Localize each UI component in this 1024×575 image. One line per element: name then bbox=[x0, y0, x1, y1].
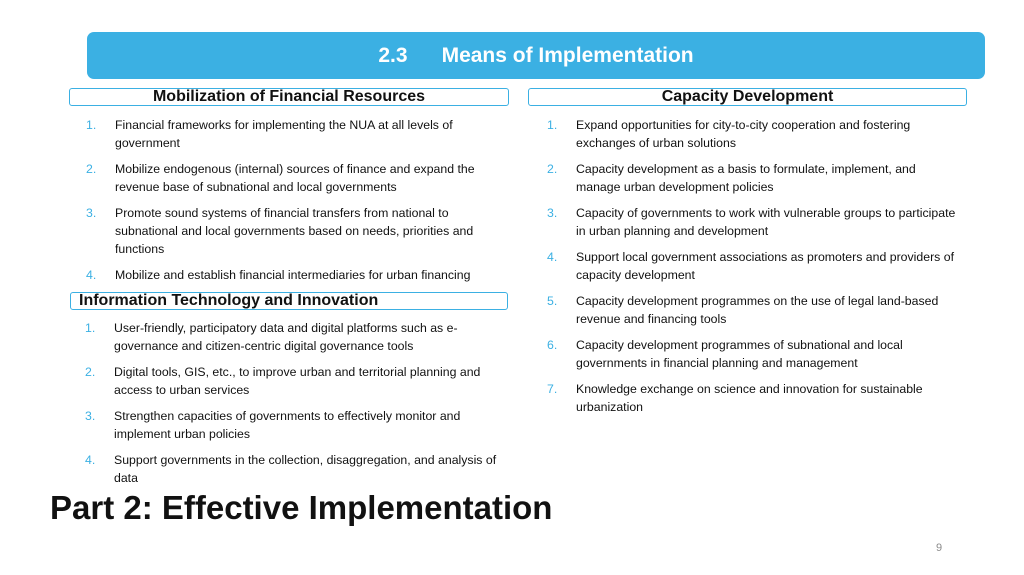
list-item-number: 7. bbox=[547, 382, 558, 396]
list-item-text: Expand opportunities for city-to-city cooperation and fostering exchanges of urban solutions bbox=[576, 118, 911, 150]
list-item bbox=[86, 266, 506, 284]
list-item-text: Support local government associations as promoters and providers of capacity development bbox=[576, 250, 954, 282]
list-item-number: 4. bbox=[85, 453, 96, 467]
list-item bbox=[85, 451, 510, 487]
list-item-text: Digital tools, GIS, etc., to improve urban and territorial planning and access to urban services bbox=[114, 365, 481, 397]
list-item-text: Capacity of governments to work with vulnerable groups to participate in urban planning and development bbox=[576, 206, 956, 238]
section-banner bbox=[87, 32, 985, 79]
list-item bbox=[547, 160, 957, 196]
list-item-text: Capacity development as a basis to formulate, implement, and manage urban development policies bbox=[576, 162, 916, 194]
list-item-number: 3. bbox=[547, 206, 558, 220]
list-item bbox=[86, 160, 506, 196]
financial-list bbox=[86, 116, 506, 292]
list-item bbox=[85, 407, 510, 443]
list-item bbox=[547, 336, 957, 372]
list-item-number: 6. bbox=[547, 338, 558, 352]
list-item-text: Support governments in the collection, disaggregation, and analysis of data bbox=[114, 453, 497, 485]
list-item bbox=[85, 363, 510, 399]
list-item-text: Mobilize endogenous (internal) sources of finance and expand the revenue base of subnational and local governments bbox=[115, 162, 475, 194]
list-item-number: 3. bbox=[85, 409, 96, 423]
section-title: Means of Implementation bbox=[441, 43, 694, 67]
list-item bbox=[547, 292, 957, 328]
list-item bbox=[85, 319, 510, 355]
list-item-text: Capacity development programmes of subnational and local governments in financial planning and management bbox=[576, 338, 903, 370]
list-item-number: 1. bbox=[547, 118, 558, 132]
list-item bbox=[547, 204, 957, 240]
list-item-number: 4. bbox=[86, 268, 97, 282]
list-item bbox=[547, 380, 957, 416]
list-item-text: Capacity development programmes on the use of legal land-based revenue and financing tools bbox=[576, 294, 939, 326]
list-item-text: User-friendly, participatory data and digital platforms such as e-governance and citizen-centric digital governance tools bbox=[114, 321, 458, 353]
list-item bbox=[86, 204, 506, 258]
list-item bbox=[547, 248, 957, 284]
capacity-heading: Capacity Development bbox=[528, 88, 967, 106]
list-item-number: 4. bbox=[547, 250, 558, 264]
it-heading: Information Technology and Innovation bbox=[70, 292, 508, 310]
list-item-text: Knowledge exchange on science and innovation for sustainable urbanization bbox=[576, 382, 923, 414]
list-item-text: Financial frameworks for implementing the NUA at all levels of government bbox=[115, 118, 453, 150]
list-item-number: 1. bbox=[86, 118, 97, 132]
list-item-text: Strengthen capacities of governments to effectively monitor and implement urban policies bbox=[114, 409, 461, 441]
list-item-text: Promote sound systems of financial transfers from national to subnational and local governments based on needs, priorities and functions bbox=[115, 206, 474, 256]
page-number: 9 bbox=[936, 542, 943, 554]
part-title: Part 2: Effective Implementation bbox=[50, 489, 553, 526]
capacity-list bbox=[547, 116, 957, 424]
financial-heading: Mobilization of Financial Resources bbox=[69, 88, 509, 106]
list-item-number: 2. bbox=[85, 365, 96, 379]
list-item-number: 1. bbox=[85, 321, 96, 335]
list-item bbox=[547, 116, 957, 152]
list-item-number: 5. bbox=[547, 294, 558, 308]
list-item-number: 3. bbox=[86, 206, 97, 220]
it-list bbox=[85, 319, 510, 495]
section-number: 2.3 bbox=[378, 43, 408, 67]
list-item-text: Mobilize and establish financial intermediaries for urban financing bbox=[115, 268, 471, 282]
list-item bbox=[86, 116, 506, 152]
list-item-number: 2. bbox=[547, 162, 558, 176]
list-item-number: 2. bbox=[86, 162, 97, 176]
